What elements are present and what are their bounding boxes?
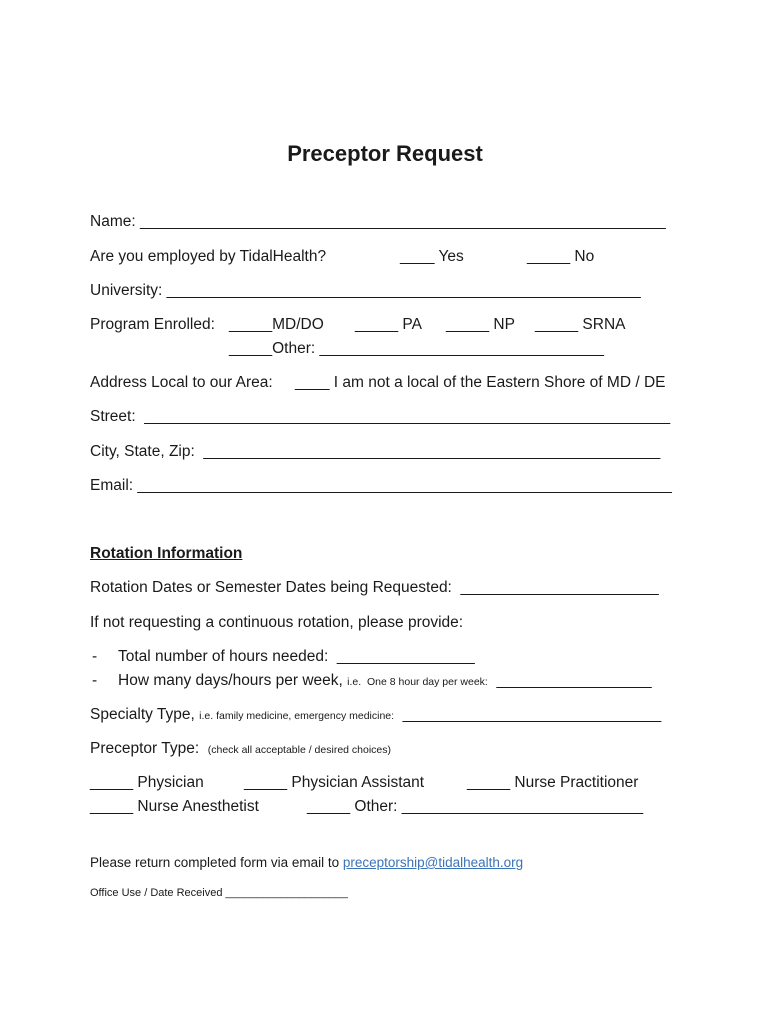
rotation-heading: Rotation Information (90, 545, 243, 562)
days-per-week-hint: i.e. One 8 hour day per week: (347, 676, 488, 688)
street-field[interactable]: Street: _____________________________________________________________ (90, 408, 671, 425)
employed-yes-option[interactable]: ____ Yes (400, 248, 464, 265)
address-not-local-option[interactable]: ____ I am not a local of the Eastern Shore of MD / DE (295, 374, 666, 391)
preceptor-type-text: Preceptor Type: (90, 740, 208, 757)
choice-physician-assistant[interactable]: _____ Physician Assistant (244, 774, 425, 791)
city-state-zip-field[interactable]: City, State, Zip: _____________________________________________________ (90, 443, 661, 460)
program-other-field[interactable]: _____Other: _________________________________ (229, 340, 604, 357)
office-use-line: Office Use / Date Received ____________________ (90, 887, 348, 899)
days-per-week-blank: __________________ (487, 672, 652, 689)
program-label: Program Enrolled: (90, 316, 215, 333)
form-title: Preceptor Request (287, 141, 483, 166)
specialty-field[interactable] (90, 705, 661, 726)
choice-nurse-anesthetist[interactable]: _____ Nurse Anesthetist (90, 798, 259, 815)
hours-needed-text: Total number of hours needed: ________________ (118, 648, 475, 665)
specialty-label: Specialty Type, (90, 706, 200, 723)
choice-physician[interactable]: _____ Physician (90, 774, 204, 791)
program-srna-option[interactable]: _____ SRNA (535, 316, 626, 333)
hours-needed-item[interactable] (92, 647, 475, 667)
days-per-week-item[interactable] (92, 671, 652, 692)
choice-other[interactable]: _____ Other: ____________________________ (307, 798, 644, 815)
days-per-week-text: How many days/hours per week, (118, 672, 348, 689)
bullet-dash: - (92, 648, 98, 665)
email-field[interactable]: Email: ______________________________________________________________ (90, 477, 672, 494)
name-field[interactable]: Name: _____________________________________________________________ (90, 213, 666, 230)
university-field[interactable]: University: _______________________________________________________ (90, 282, 641, 299)
preceptor-type-label (90, 739, 391, 760)
return-email-link[interactable]: preceptorship@tidalhealth.org (342, 855, 524, 870)
program-np-option[interactable]: _____ NP (446, 316, 515, 333)
employed-no-option[interactable]: _____ No (527, 248, 595, 265)
choice-nurse-practitioner[interactable]: _____ Nurse Practitioner (467, 774, 639, 791)
employed-label: Are you employed by TidalHealth? (90, 248, 327, 265)
program-mddo-option[interactable]: _____MD/DO (229, 316, 324, 333)
return-instructions (90, 854, 523, 872)
specialty-blank: ______________________________ (394, 706, 662, 723)
program-pa-option[interactable]: _____ PA (355, 316, 422, 333)
bullet-dash: - (92, 672, 98, 689)
address-label: Address Local to our Area: (90, 374, 273, 391)
rotation-dates-field[interactable]: Rotation Dates or Semester Dates being Requested: _______________________ (90, 579, 659, 596)
preceptor-type-hint: (check all acceptable / desired choices) (207, 744, 392, 756)
continuous-rotation-text: If not requesting a continuous rotation, please provide: (90, 614, 464, 631)
specialty-hint: i.e. family medicine, emergency medicine: (199, 710, 395, 722)
return-text: Please return completed form via email to (90, 855, 343, 870)
